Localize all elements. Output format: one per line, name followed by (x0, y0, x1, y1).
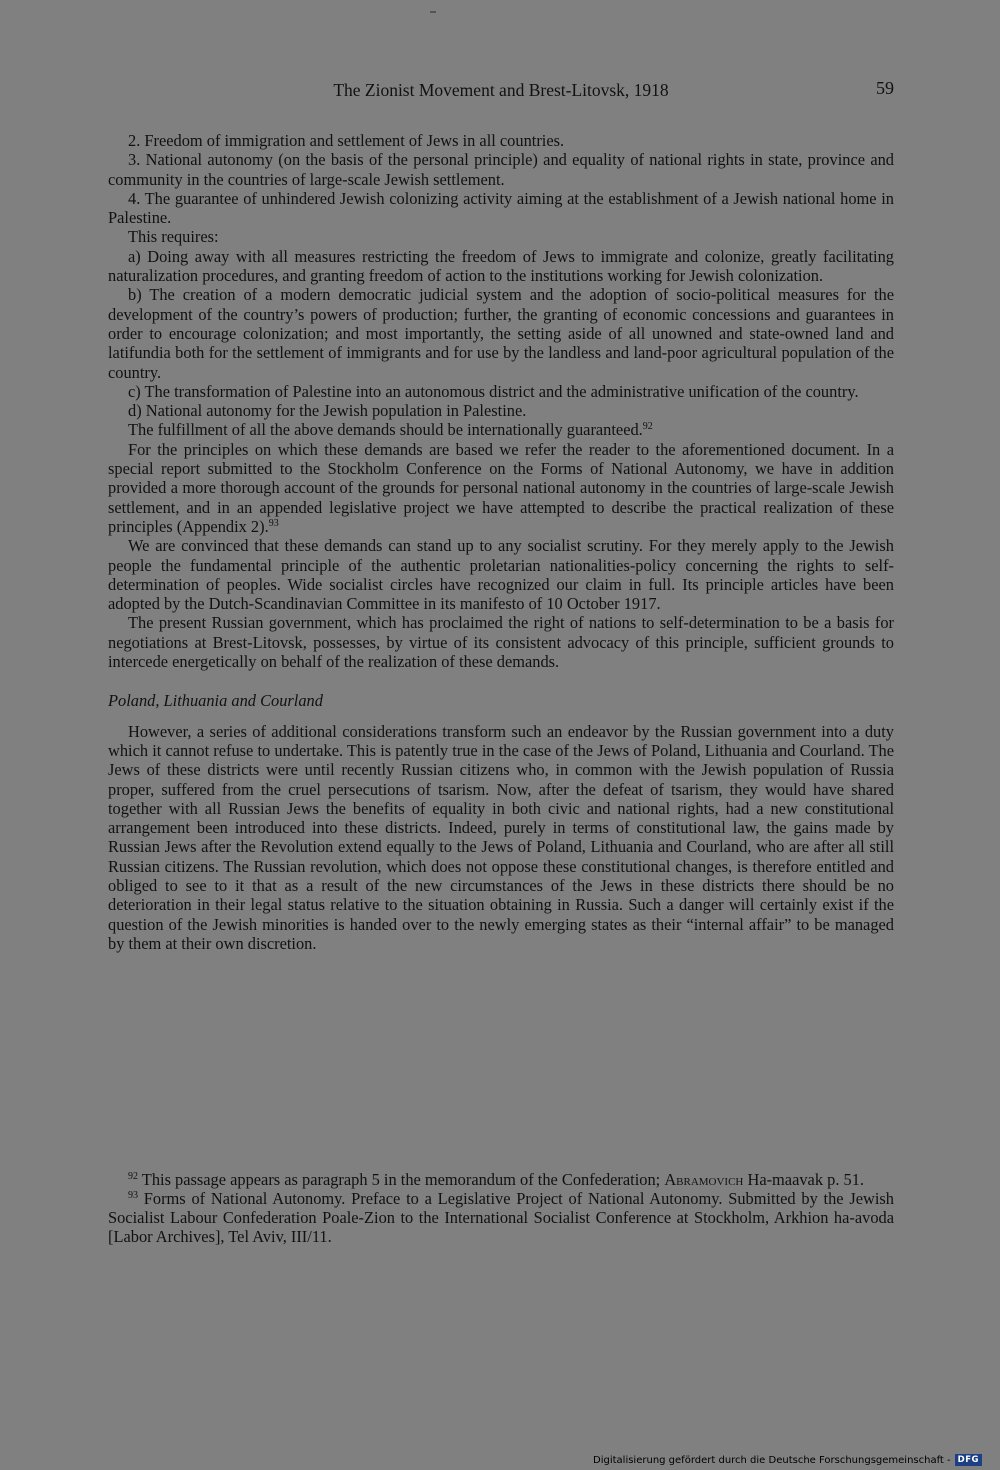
footnote-92-text-b: Ha-maavak p. 51. (743, 1170, 864, 1189)
paragraph-c: c) The transformation of Palestine into an autonomous district and the administrative unification of the country. (128, 381, 859, 401)
footnote-92 (108, 1170, 894, 1189)
section-paragraph: However, a series of additional considerations transform such an endeavor by the Russian government into a duty which it cannot refuse to undertake. This is patently true in the case of the Jews of Poland, Lithuania and Courland. The Jews of these districts were until recently Russian citizens who, in common with the Jewish population of Russia proper, suffered from the cruel persecutions of tsarism. Now, after the defeat of tsarism, they would have shared together with all Russian Jews the benefits of equality in both civic and national rights, had a new constitutional arrangement been introduced into these districts. Indeed, purely in terms of constitutional law, the gains made by Russian Jews after the Revolution extend equally to the Jews of Poland, Lithuania and Courland, who are after all still Russian citizens. The Russian revolution, which does not oppose these constitutional changes, is therefore entitled and obliged to see to it that as a result of the new circumstances of the Jews in these districts there should be no deterioration in their legal status relative to the situation obtaining in Russia. Such a danger will certainly exist if the question of the Jewish minorities is handed over to the newly emerging states as their “internal affair” to be managed by them at their own discretion. (108, 721, 894, 953)
footnote-marker-93: 93 (128, 1190, 138, 1201)
scan-speck (430, 11, 436, 13)
digitization-credit (593, 1454, 982, 1466)
paragraph-russian-government: The present Russian government, which has proclaimed the right of nations to self-determination to be a basis for negotiations at Brest-Litovsk, possesses, by virtue of its consistent advocacy of this principle, sufficient grounds to intercede energetically on behalf of the realization of these demands. (108, 613, 894, 672)
footnote-93-text: Forms of National Autonomy. Preface to a Legislative Project of National Autonomy. Submitted by the Jewish Socialist Labour Confederation Poale-Zion to the International Socialist Conference at Stockholm, Arkhion ha-avoda [Labor Archives], Tel Aviv, III/11. (108, 1189, 894, 1246)
paragraph-guarantee (108, 420, 894, 439)
paragraph-guarantee-text: The fulfillment of all the above demands should be internationally guaranteed. (128, 420, 643, 440)
section-heading: Poland, Lithuania and Courland (108, 691, 323, 711)
credit-text: Digitalisierung gefördert durch die Deutsche Forschungsgemeinschaft - (593, 1454, 951, 1466)
paragraph-principles (108, 440, 894, 536)
main-text (108, 131, 894, 953)
running-header (108, 78, 894, 106)
running-title: The Zionist Movement and Brest-Litovsk, 1918 (333, 80, 669, 100)
footnote-ref-92: 92 (642, 421, 653, 433)
footnote-ref-93: 93 (268, 517, 279, 529)
paragraph-item-2: 2. Freedom of immigration and settlement of Jews in all countries. (128, 131, 565, 150)
dfg-logo-icon: DFG (955, 1454, 982, 1466)
paragraph-item-3: 3. National autonomy (on the basis of the personal principle) and equality of national rights in state, province and community in the countries of large-scale Jewish settlement. (108, 150, 894, 189)
footnote-marker-92: 92 (128, 1171, 138, 1182)
paragraph-b: b) The creation of a modern democratic judicial system and the adoption of socio-political measures for the development of the country’s powers of production; further, the granting of economic concessions and guarantees in order to encourage colonization; and most importantly, the setting aside of all unowned and state-owned land and latifundia both for the settlement of immigrants and for use by the landless and land-poor agricultural population of the country. (108, 285, 894, 382)
footnote-93 (108, 1189, 894, 1246)
paragraph-principles-text: For the principles on which these demands are based we refer the reader to the aforementioned document. In a special report submitted to the Stockholm Conference on the Forms of National Autonomy, we have in addition provided a more thorough account of the grounds for personal national autonomy in the countries of large-scale Jewish settlement, and in an appended legislative project we have attempted to describe the practical realization of these principles (Appendix 2). (108, 439, 894, 536)
paragraph-convinced: We are convinced that these demands can stand up to any socialist scrutiny. For they merely apply to the Jewish people the fundamental principle of the authentic proletarian nationalities-policy concerning the rights to self-determination of peoples. Wide socialist circles have recognized our claim in full. Its principle articles have been adopted by the Dutch-Scandinavian Committee in its manifesto of 10 October 1917. (108, 536, 894, 614)
footnotes (108, 1170, 894, 1246)
paragraph-a: a) Doing away with all measures restricting the freedom of Jews to immigrate and colonize, greatly facilitating naturalization procedures, and granting freedom of action to the institutions working for Jewish colonization. (108, 246, 894, 286)
page-number: 59 (876, 78, 894, 98)
footnote-92-author: Abramovich (664, 1170, 744, 1189)
footnote-92-text-a: This passage appears as paragraph 5 in the memorandum of the Confederation; (138, 1170, 665, 1189)
paragraph-requires: This requires: (128, 227, 219, 247)
paragraph-d: d) National autonomy for the Jewish population in Palestine. (128, 401, 527, 421)
paragraph-item-4: 4. The guarantee of unhindered Jewish colonizing activity aiming at the establishment of a Jewish national home in Palestine. (108, 188, 894, 228)
